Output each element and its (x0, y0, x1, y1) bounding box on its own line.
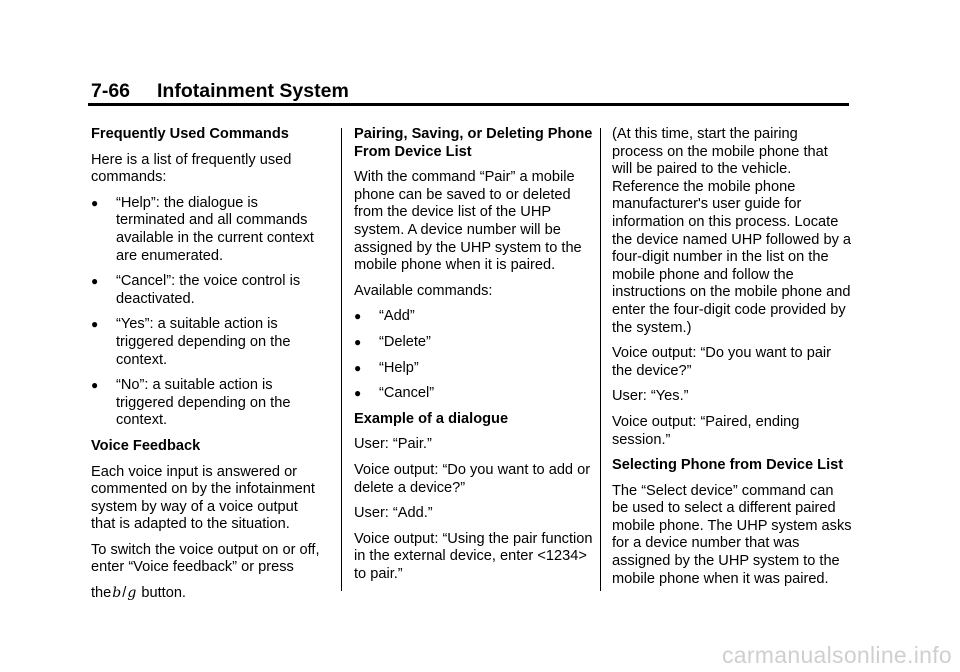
pairing-description: With the command “Pair” a mobile phone can be saved to or deleted from the device list of the UHP system. A device number will be assigned by the UHP system to the mobile phone when it is paired. (354, 169, 582, 274)
list-item: ● “Yes”: a suitable action is triggered depending on the context. (91, 316, 291, 368)
heading-pairing: Pairing, Saving, or Deleting Phone From Device List (354, 126, 593, 160)
heading-frequently-used-commands: Frequently Used Commands (91, 126, 289, 142)
dialogue-line: User: “Pair.” (354, 436, 432, 453)
heading-example-dialogue: Example of a dialogue (354, 410, 509, 427)
watermark: carmanualsonline.info (721, 642, 952, 668)
column-middle (354, 126, 594, 591)
available-commands-list (354, 308, 594, 402)
bullet-icon: ● (354, 360, 362, 375)
pairing-process-note: (At this time, start the pairing process on the mobile phone that will be paired to the vehicle. Reference the mobile phone manufacturer's user guide for information on this process. Locate the device named UHP followed by a four-digit number in the list on the mobile phone and follow the instructions on the mobile phone and enter the four-digit code provided by the system.) (612, 126, 852, 336)
page-number: 7-66 (91, 80, 131, 102)
select-device-description: The “Select device” command can be used to select a different paired mobile phone. The UHP system asks for a device number that was assigned by the UHP system to the mobile phone when it was paired. (612, 482, 852, 587)
bullet-icon: ● (354, 334, 362, 349)
list-item: ● “Add” (354, 308, 415, 325)
commands-list (91, 195, 326, 430)
column-right (612, 126, 852, 596)
dialogue-line: Voice output: “Do you want to add or delete a device?” (354, 461, 591, 496)
bullet-icon: ● (91, 378, 99, 393)
heading-selecting-phone: Selecting Phone from Device List (612, 457, 844, 474)
dialogue-line: Voice output: “Paired, ending session.” (612, 413, 800, 448)
column-divider-right (600, 128, 601, 591)
column-left (91, 126, 326, 611)
voice-feedback-instruction: To switch the voice output on or off, enter “Voice feedback” or press (91, 541, 320, 576)
heading-voice-feedback: Voice Feedback (91, 437, 201, 454)
commands-intro: Here is a list of frequently used commands: (91, 151, 292, 186)
dialogue-line: User: “Yes.” (612, 388, 689, 405)
dialogue-line: Voice output: “Do you want to pair the device?” (612, 345, 832, 379)
bullet-icon: ● (91, 274, 99, 289)
voice-feedback-button-line: theb/g button. (91, 585, 186, 602)
push-to-talk-icon: b (112, 585, 122, 602)
list-item: ● “Cancel” (354, 385, 435, 402)
section-title: Infotainment System (157, 80, 349, 102)
list-item: ● “Help”: the dialogue is terminated and all commands available in the current context are enumerated. (91, 194, 314, 264)
dialogue-line: Voice output: “Using the pair function in the external device, enter <1234> to pair.” (354, 530, 593, 582)
end-call-icon: g (127, 585, 137, 602)
list-item: ● “Cancel”: the voice control is deactivated. (91, 273, 301, 307)
bullet-icon: ● (354, 309, 362, 324)
available-commands-label: Available commands: (354, 282, 493, 299)
voice-feedback-description: Each voice input is answered or commented on by the infotainment system by way of a voice output that is adapted to the situation. (91, 463, 315, 533)
list-item: ● “Delete” (354, 333, 431, 350)
list-item: ● “Help” (354, 359, 419, 376)
bullet-icon: ● (91, 195, 99, 210)
header-rule (88, 103, 849, 106)
bullet-icon: ● (91, 317, 99, 332)
dialogue-line: User: “Add.” (354, 505, 433, 522)
column-divider-left (341, 128, 342, 591)
bullet-icon: ● (354, 386, 362, 401)
list-item: ● “No”: a suitable action is triggered depending on the context. (91, 377, 291, 429)
